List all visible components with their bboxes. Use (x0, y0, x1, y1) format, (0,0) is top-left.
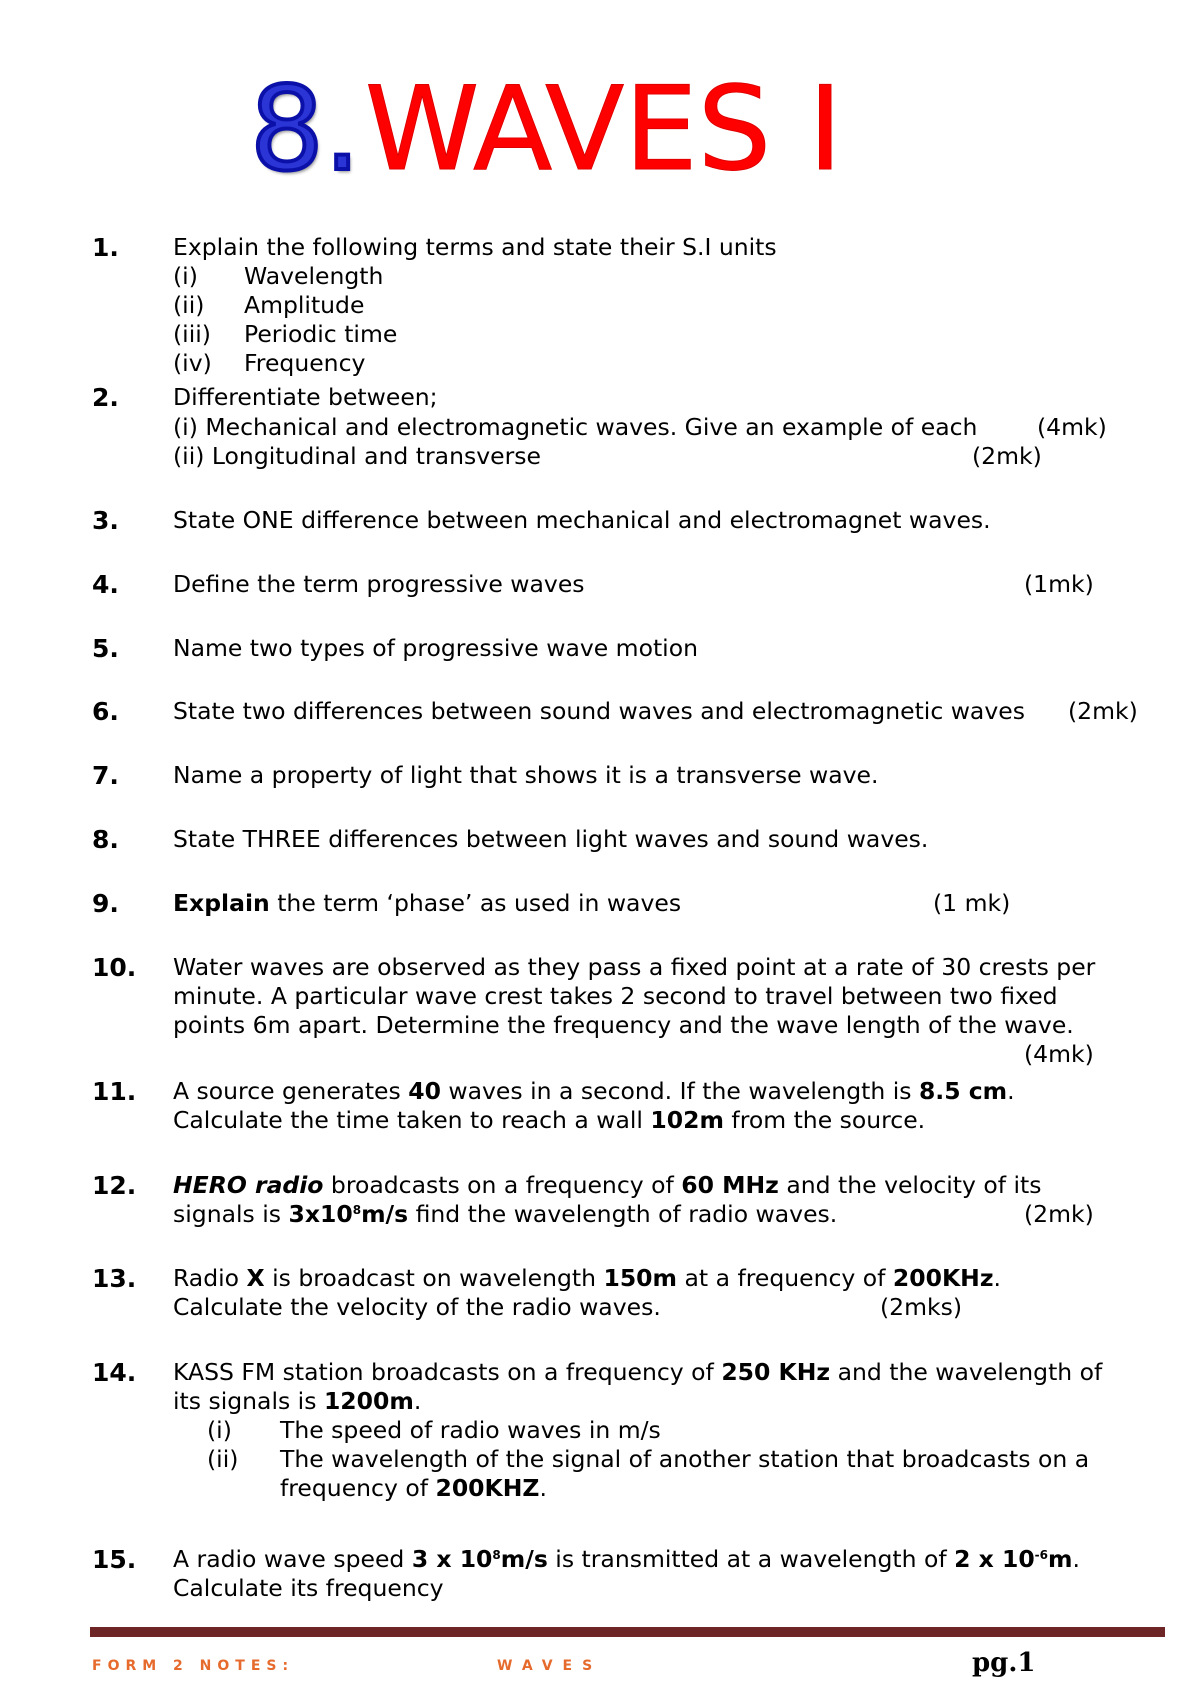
text: and the velocity of its (778, 1171, 1042, 1199)
bold-text: 150m (603, 1264, 678, 1292)
question-number: 7. (92, 761, 119, 790)
text: and the wavelength of (830, 1358, 1103, 1386)
question-text: Water waves are observed as they pass a fixed point at a rate of 30 crests per (173, 953, 1096, 981)
marks-label: (4mk) (1037, 413, 1107, 441)
q1-item-text: Frequency (244, 349, 366, 377)
question-text (173, 1358, 1102, 1388)
q14-item-label: (i) (207, 1416, 232, 1444)
bold-text: 2 x 10 (954, 1545, 1035, 1573)
superscript: 8 (492, 1548, 501, 1562)
footer-subject: WAVES (497, 1658, 603, 1674)
question-text: State two differences between sound waves and electromagnetic waves (173, 697, 1025, 725)
question-text-line (173, 1200, 837, 1230)
text: from the source. (723, 1106, 926, 1134)
bold-text: m (1048, 1545, 1073, 1573)
text: . (1072, 1545, 1080, 1573)
q14-item-text: The wavelength of the signal of another station that broadcasts on a (280, 1445, 1090, 1473)
bold-text: 200KHz (892, 1264, 994, 1292)
q2-part-a: (i) Mechanical and electromagnetic waves. Give an example of each (173, 413, 978, 441)
text: . (539, 1474, 547, 1502)
marks-label: (2mk) (972, 442, 1042, 470)
bold-italic-text: HERO radio (173, 1171, 324, 1199)
question-text-line: points 6m apart. Determine the frequency and the wave length of the wave. (173, 1011, 1074, 1039)
marks-label: (1mk) (1024, 570, 1094, 598)
marks-label: (1 mk) (933, 889, 1011, 917)
text: its signals is (173, 1387, 324, 1415)
question-number: 6. (92, 697, 119, 726)
q1-item-text: Amplitude (244, 291, 365, 319)
text: Calculate the time taken to reach a wall (173, 1106, 651, 1134)
q1-item-text: Periodic time (244, 320, 398, 348)
text: KASS FM station broadcasts on a frequency of (173, 1358, 722, 1386)
chapter-number: 8. (250, 62, 361, 197)
text: . (413, 1387, 422, 1415)
question-text: State ONE difference between mechanical and electromagnet waves. (173, 506, 991, 534)
bold-text: m/s (500, 1545, 548, 1573)
text: frequency of (280, 1474, 436, 1502)
bold-text: Explain (173, 889, 270, 917)
bold-text: m/s (361, 1200, 409, 1228)
question-number: 12. (92, 1171, 137, 1200)
bold-text: 40 (408, 1077, 441, 1105)
text: find the wavelength of radio waves. (408, 1200, 838, 1228)
text: waves in a second. If the wavelength is (440, 1077, 919, 1105)
q1-item-text: Wavelength (244, 262, 384, 290)
bold-text: 200KHZ (435, 1474, 540, 1502)
question-text-line (173, 1387, 421, 1417)
question-number: 3. (92, 506, 119, 535)
question-text: Name two types of progressive wave motion (173, 634, 698, 662)
question-number: 14. (92, 1358, 137, 1387)
marks-label: (2mk) (1024, 1200, 1094, 1228)
question-text: Name a property of light that shows it is a transverse wave. (173, 761, 879, 789)
question-text-line: minute. A particular wave crest takes 2 second to travel between two fixed (173, 982, 1058, 1010)
question-number: 9. (92, 889, 119, 918)
text: A radio wave speed (173, 1545, 412, 1573)
text: Radio (173, 1264, 247, 1292)
q1-item-label: (ii) (173, 291, 205, 319)
text: . (1007, 1077, 1015, 1105)
question-number: 11. (92, 1077, 137, 1106)
q2-part-b: (ii) Longitudinal and transverse (173, 442, 541, 470)
question-number: 5. (92, 634, 119, 663)
question-text (173, 1077, 1015, 1107)
bold-text: 3x10 (288, 1200, 353, 1228)
superscript: 8 (352, 1203, 362, 1217)
bold-text: 60 MHz (681, 1171, 779, 1199)
q1-item-label: (i) (173, 262, 198, 290)
bold-text: X (246, 1264, 265, 1292)
q14-item-text: The speed of radio waves in m/s (280, 1416, 661, 1444)
text: the term ‘phase’ as used in waves (269, 889, 682, 917)
marks-label: (4mk) (1024, 1040, 1094, 1068)
bold-text: 3 x 10 (411, 1545, 493, 1573)
q1-item-label: (iii) (173, 320, 211, 348)
question-number: 15. (92, 1545, 137, 1574)
question-number: 8. (92, 825, 119, 854)
question-text (173, 889, 681, 919)
question-text (173, 1545, 1080, 1575)
footer-divider (90, 1627, 1165, 1637)
text: A source generates (173, 1077, 409, 1105)
footer-form-label: FORM 2 NOTES: (92, 1658, 295, 1674)
text: at a frequency of (677, 1264, 893, 1292)
question-text-line: Calculate the velocity of the radio waves. (173, 1293, 661, 1321)
question-text: State THREE differences between light waves and sound waves. (173, 825, 929, 853)
question-number: 2. (92, 383, 119, 412)
question-number: 4. (92, 570, 119, 599)
question-text: Define the term progressive waves (173, 570, 585, 598)
marks-label: (2mks) (880, 1293, 963, 1321)
text: is transmitted at a wavelength of (547, 1545, 955, 1573)
question-number: 10. (92, 953, 137, 982)
question-text-line (173, 1106, 925, 1136)
text: broadcasts on a frequency of (323, 1171, 682, 1199)
marks-label: (2mk) (1068, 697, 1138, 725)
bold-text: 250 KHz (721, 1358, 831, 1386)
question-number: 1. (92, 233, 119, 262)
bold-text: 8.5 cm (918, 1077, 1008, 1105)
superscript: -6 (1034, 1548, 1049, 1562)
q14-item-label: (ii) (207, 1445, 239, 1473)
bold-text: 1200m (323, 1387, 414, 1415)
bold-text: 102m (650, 1106, 724, 1134)
question-number: 13. (92, 1264, 137, 1293)
q1-item-label: (iv) (173, 349, 212, 377)
question-text (173, 1264, 1001, 1294)
q14-item-text (280, 1474, 547, 1504)
question-text-line: Calculate its frequency (173, 1574, 444, 1602)
question-text: Differentiate between; (173, 383, 438, 411)
question-text: Explain the following terms and state their S.I units (173, 233, 777, 261)
text: is broadcast on wavelength (264, 1264, 604, 1292)
text: signals is (173, 1200, 289, 1228)
page-title (250, 62, 843, 212)
text: . (993, 1264, 1001, 1292)
chapter-title: WAVES I (364, 62, 843, 197)
question-text (173, 1171, 1041, 1201)
page-number: pg.1 (972, 1648, 1036, 1678)
